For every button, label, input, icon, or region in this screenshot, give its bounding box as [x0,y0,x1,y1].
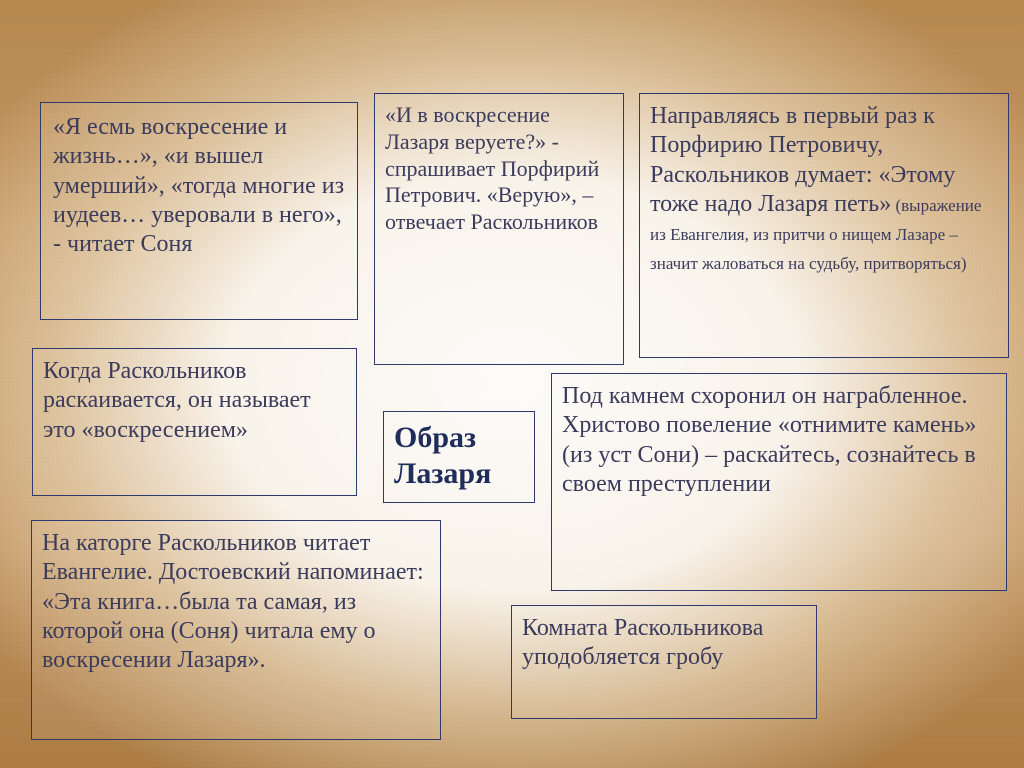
room-box [511,605,817,719]
raskolnikov-thinks-main: Направляясь в первый раз к Порфирию Петровичу, Раскольников думает: «Этому тоже надо Лазаря петь» [650,103,956,217]
room-text: Комната Раскольникова уподобляется гробу [522,615,764,671]
stone-box [551,373,1007,591]
raskolnikov-thinks-box [639,93,1009,358]
stone-text: Под камнем схоронил он награбленное. Христово повеление «отнимите камень» (из уст Сони) – раскайтесь, сознайтесь в своем преступлении [562,383,977,497]
page-title: Образ Лазаря [394,421,492,490]
sonya-reads-text: «Я есмь воскресение и жизнь…», «и вышел умерший», «тогда многие из иудеев… уверовали в него», - читает Соня [53,114,345,258]
katorga-box [31,520,441,740]
porfiry-asks-text: «И в воскресение Лазаря веруете?» - спрашивает Порфирий Петрович. «Верую», – отвечает Раскольников [385,102,600,235]
sonya-reads-box [40,102,358,320]
repentance-box [32,348,357,496]
repentance-text: Когда Раскольников раскаивается, он называет это «воскресением» [43,358,311,443]
title-box [383,411,535,503]
katorga-text: На каторге Раскольников читает Евангелие. Достоевский напоминает: «Эта книга…была та самая, из которой она (Соня) читала ему о воскресении Лазаря». [42,530,424,674]
porfiry-asks-box [374,93,624,365]
raskolnikov-thinks-text [650,102,998,278]
raskolnikov-thinks-note: (выражение из Евангелия, из притчи о нищем Лазаре – значит жаловаться на судьбу, притворяться) [650,195,982,274]
